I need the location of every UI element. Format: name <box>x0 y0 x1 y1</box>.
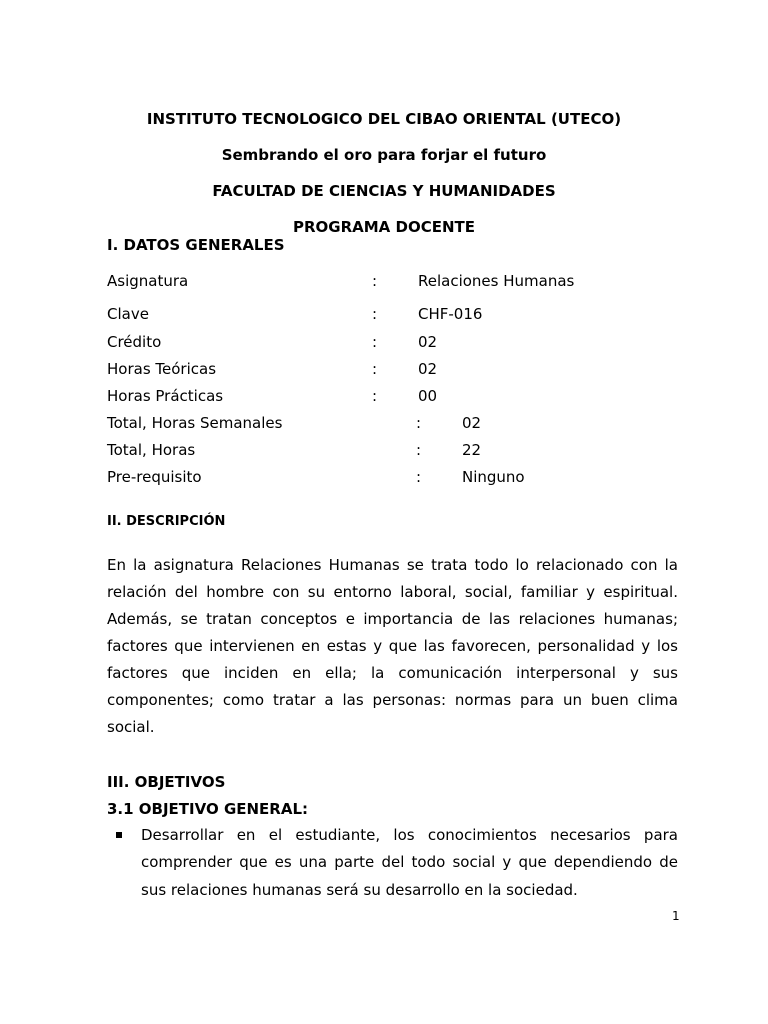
bullet-line: sus relaciones humanas será su desarrollo en la sociedad. <box>141 881 578 899</box>
bullet-line: comprender que es una parte del todo social y que dependiendo de <box>141 853 678 871</box>
row-separator: : <box>372 387 378 405</box>
row-value: Ninguno <box>462 468 525 486</box>
program-title: PROGRAMA DOCENTE <box>292 218 475 236</box>
row-separator: : <box>372 272 378 290</box>
bullet-icon <box>116 832 122 838</box>
row-separator: : <box>416 414 422 432</box>
section-3-title: III. OBJETIVOS <box>107 773 226 791</box>
paragraph-line: componentes; como tratar a las personas: normas para un buen clima <box>107 691 678 709</box>
row-value: 00 <box>418 387 438 405</box>
row-separator: : <box>372 360 378 378</box>
row-label: Asignatura <box>107 272 189 290</box>
paragraph-line: relación del hombre con su entorno laboral, social, familiar y espiritual. <box>107 583 678 601</box>
section-1-title: I. DATOS GENERALES <box>107 236 285 254</box>
row-value: 02 <box>462 414 482 432</box>
row-value: CHF-016 <box>418 305 483 323</box>
paragraph-line: En la asignatura Relaciones Humanas se trata todo lo relacionado con la <box>107 556 678 574</box>
row-label: Horas Teóricas <box>107 360 217 378</box>
page-number: 1 <box>672 909 680 923</box>
row-separator: : <box>416 441 422 459</box>
row-label: Crédito <box>107 333 162 351</box>
row-label: Total, Horas Semanales <box>107 414 283 432</box>
row-separator: : <box>416 468 422 486</box>
motto: Sembrando el oro para forjar el futuro <box>221 146 547 164</box>
row-label: Clave <box>107 305 149 323</box>
row-separator: : <box>372 305 378 323</box>
paragraph-line: Además, se tratan conceptos e importancia de las relaciones humanas; <box>107 610 678 628</box>
row-label: Horas Prácticas <box>107 387 224 405</box>
row-value: 02 <box>418 333 438 351</box>
row-label: Total, Horas <box>107 441 196 459</box>
institution-title: INSTITUTO TECNOLOGICO DEL CIBAO ORIENTAL (UTECO) <box>146 110 622 128</box>
section-2-title: II. DESCRIPCIÓN <box>107 514 226 529</box>
row-label: Pre-requisito <box>107 468 202 486</box>
paragraph-line: factores que intervienen en estas y que las favorecen, personalidad y los <box>107 637 678 655</box>
row-value: 02 <box>418 360 438 378</box>
paragraph-line: factores que inciden en ella; la comunicación interpersonal y sus <box>107 664 678 682</box>
row-separator: : <box>372 333 378 351</box>
row-value: 22 <box>462 441 482 459</box>
paragraph-line: social. <box>107 718 155 736</box>
faculty-title: FACULTAD DE CIENCIAS Y HUMANIDADES <box>212 182 556 200</box>
row-value: Relaciones Humanas <box>418 272 575 290</box>
section-3-1-subtitle: 3.1 OBJETIVO GENERAL: <box>107 800 309 818</box>
bullet-line: Desarrollar en el estudiante, los conocimientos necesarios para <box>141 826 678 844</box>
